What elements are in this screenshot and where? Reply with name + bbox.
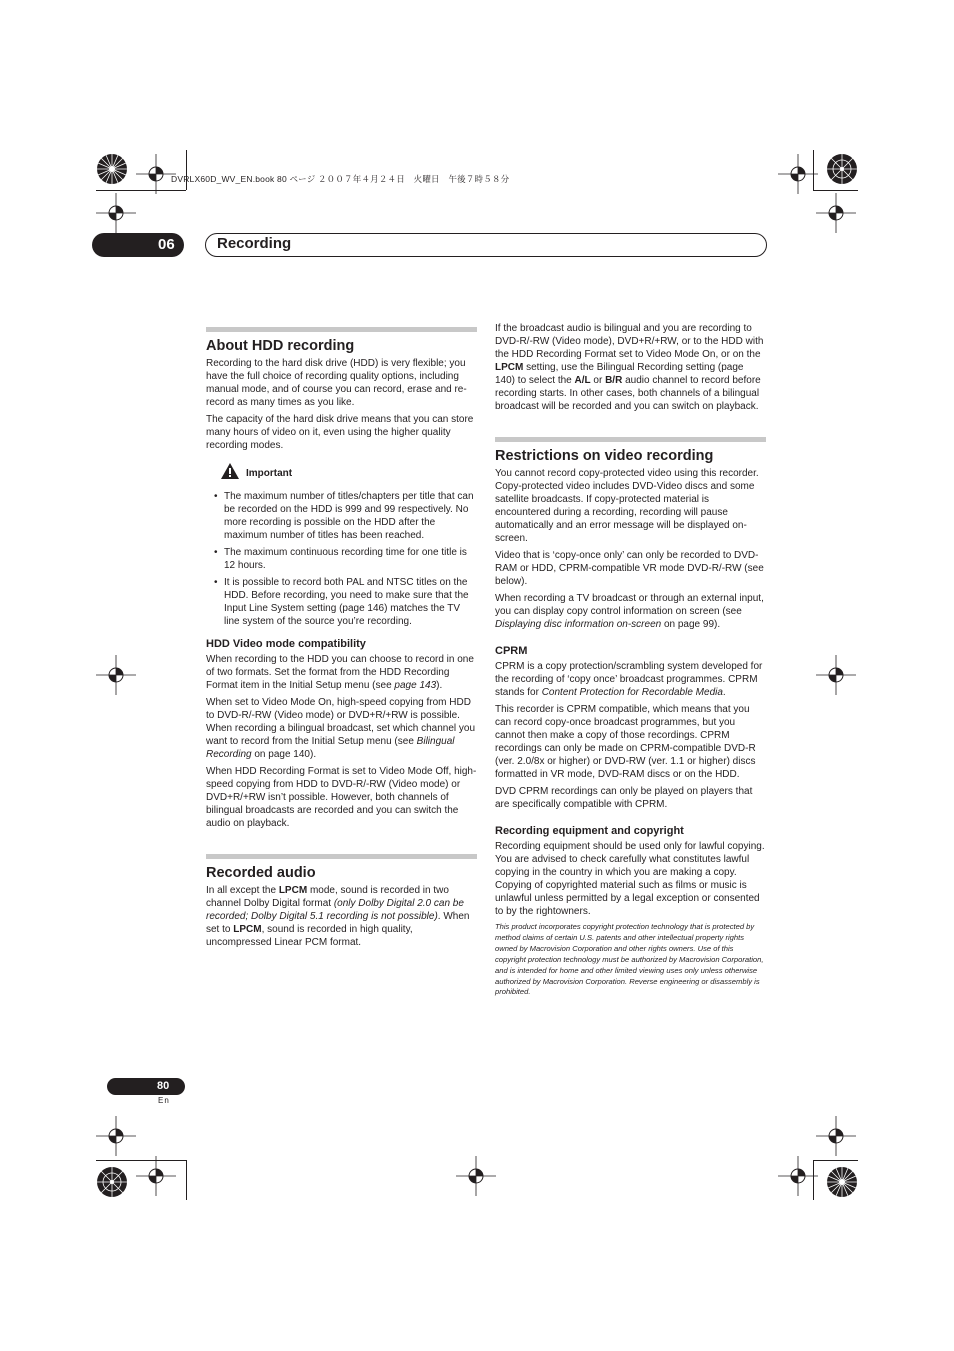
subsection-title-hdd-video-mode: HDD Video mode compatibility [206,638,366,650]
paragraph: This recorder is CPRM compatible, which means that you can record copy-once broadcast programmes, but you cannot then make a copy of those recordings. CPRM recordings can only be made on CPRM-compatible DVD-R (ver. 2.0/8x or higher) or DVD-RW (ver. 1.1 or higher) discs formatted in VR mode, DVD-RAM discs or on the HDD. [495,704,756,780]
paragraph: When recording to the HDD you can choose to record in one of two formats. Set the format from the HDD Recording Format item in the Initial Setup menu (see page 143). [206,654,474,691]
section-title-recorded-audio: Recorded audio [206,865,316,881]
section-divider [206,854,477,859]
paragraph: Recording equipment should be used only for lawful copying. You are advised to check carefully what constitutes lawful copying in the country in which you are making a copy. Copying of copyrighted material such as films or music is unlawful unless permitted by a legal exception or consented to by the rightowners. [495,841,765,917]
left-column [206,327,477,953]
star-target-icon [96,1166,128,1198]
paragraph: You cannot record copy-protected video using this recorder. Copy-protected video includes DVD-Video discs and some satellite broadcasts. If copy-protected material is encountered during a recording, recording will pause automatically and an error message will be displayed on-screen. [495,468,759,544]
paragraph: DVD CPRM recordings can only be played on players that are specifically compatible with CPRM. [495,786,753,810]
chapter-title: Recording [217,235,292,252]
paragraph: In all except the LPCM mode, sound is recorded in two channel Dolby Digital format (only Dolby Digital 2.0 can be recorded; Dolby Digital 5.1 recording is not possible). When set to LPCM, sound is recorded in high quality, uncompressed Linear PCM format. [206,885,470,948]
right-column [495,322,766,1002]
paragraph: If the broadcast audio is bilingual and you are recording to DVD-R/-RW (Video mode), DVD+R/+RW, or to the HDD with the HDD Recording Format set to Video Mode On, or on the LPCM setting, use the Bilingual Recording setting (page 140) to select the A/L or B/R audio channel to record before recording starts. In other cases, both channels of a bilingual broadcast will be recorded and you can switch on playback. [495,323,764,412]
section-divider [495,437,766,442]
registration-mark-icon [96,193,136,233]
registration-mark-icon [456,1156,496,1196]
registration-mark-icon [136,154,176,194]
page-language: En [158,1096,170,1105]
copyright-notice: This product incorporates copyright protection technology that is protected by method claims of certain U.S. patents and other intellectual property rights owned by Macrovision Corporation and other rights owners. Use of this copyright protection technology must be authorized by Macrovision Corporation, and is intended for home and other limited viewing uses only unless otherwise authorized by Macrovision Corporation. Reverse engineering or disassembly is prohibited. [495,922,764,997]
paragraph: CPRM is a copy protection/scrambling system developed for the recording of ‘copy once’ broadcast programmes. CPRM stands for Content Protection for Recordable Media. [495,661,763,698]
registration-mark-icon [778,154,818,194]
registration-mark-icon [816,193,856,233]
page-number: 80 [157,1080,170,1092]
paragraph: The capacity of the hard disk drive means that you can store many hours of video on it, even using the higher quality recording modes. [206,414,474,451]
registration-mark-icon [816,1116,856,1156]
registration-mark-icon [96,655,136,695]
registration-mark-icon [778,1156,818,1196]
paragraph: When recording a TV broadcast or through an external input, you can display copy control information on screen (see Displaying disc information on-screen on page 99). [495,593,764,630]
registration-mark-icon [816,655,856,695]
important-list [206,490,477,628]
section-title-about-hdd: About HDD recording [206,338,355,354]
registration-mark-icon [136,1156,176,1196]
subsection-title-copyright: Recording equipment and copyright [495,825,684,837]
section-title-restrictions: Restrictions on video recording [495,448,714,464]
print-header: DVRLX60D_WV_EN.book 80 ページ ２００７年４月２４日 火曜日 午後７時５８分 [171,174,510,184]
star-target-icon [96,153,128,185]
important-label: Important [246,467,293,479]
chapter-title-bar [205,233,767,257]
crop-line [813,190,858,191]
list-item: • The maximum number of titles/chapters per title that can be recorded on the HDD is 999 and 99 respectively. No more recording is possible on the HDD after the maximum number of titles has been reached. [206,490,477,542]
subsection-title-cprm: CPRM [495,645,528,657]
paragraph: Recording to the hard disk drive (HDD) is very flexible; you have the full choice of recording quality options, including manual mode, and of course you can record, erase and re-record as many times as you like. [206,358,467,408]
page-number-tab [107,1078,185,1095]
chapter-number: 06 [158,236,175,253]
section-divider [206,327,477,332]
star-target-icon [826,153,858,185]
crop-line [186,1160,187,1200]
paragraph: When set to Video Mode On, high-speed copying from HDD to DVD-R/-RW (Video mode) or DVD+R/+RW is possible. When recording a bilingual broadcast, set which channel you want to record from the Initial Setup menu (see Bilingual Recording on page 140). [206,697,476,760]
paragraph: When HDD Recording Format is set to Video Mode Off, high-speed copying from HDD to DVD-R/-RW (Video mode) or DVD+R/+RW isn’t possible. However, both channels of bilingual broadcasts are recorded and you can switch the audio on playback. [206,766,477,829]
important-note-header [220,462,477,484]
warning-icon [220,462,240,484]
crop-line [813,1160,858,1161]
registration-mark-icon [96,1116,136,1156]
star-target-icon [826,1166,858,1198]
list-item: • The maximum continuous recording time for one title is 12 hours. [206,546,477,572]
list-item: • It is possible to record both PAL and NTSC titles on the HDD. Before recording, you need to make sure that the Input Line System setting (page 146) matches the TV line system of the source you’re recording. [206,576,477,628]
paragraph: Video that is ‘copy-once only’ can only be recorded to DVD-RAM or HDD, CPRM-compatible VR mode DVD-R/-RW (see below). [495,550,764,587]
